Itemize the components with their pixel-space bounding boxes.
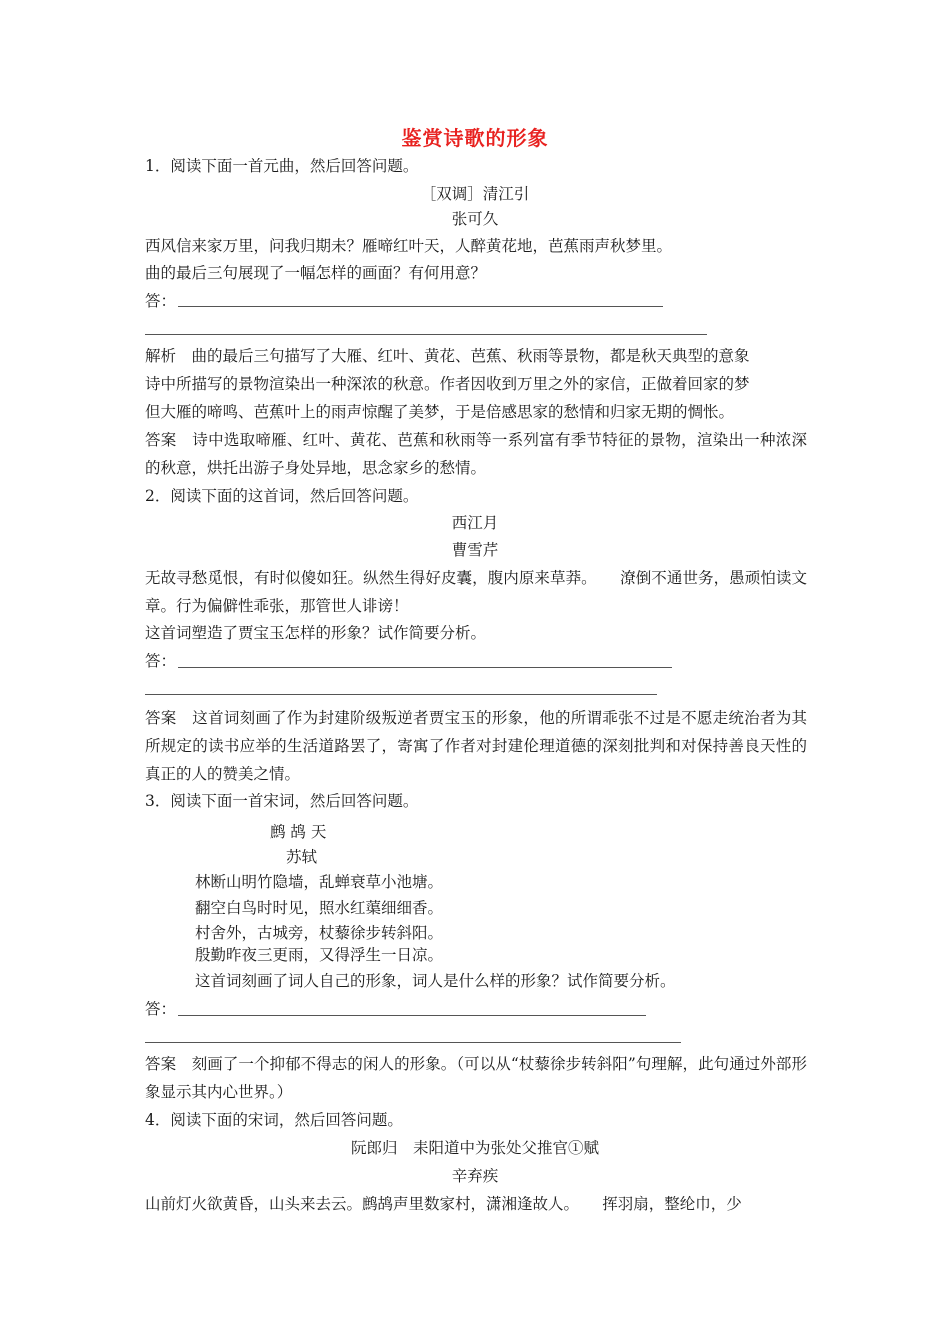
q1-poem-author: 张可久 — [451, 210, 499, 228]
q2-answer-line — [178, 667, 672, 668]
q2-poem-title: 西江月 — [451, 514, 499, 532]
q3-poem-author: 苏轼 — [286, 848, 318, 866]
q3-poem-line-4: 殷勤昨夜三更雨，又得浮生一日凉。 — [195, 946, 444, 964]
q1-analysis-line-2: 诗中所描写的景物渲染出一种深浓的秋意。作者因收到万里之外的家信，正做着回家的梦 — [145, 375, 750, 393]
q2-prompt: 2．阅读下面的这首词，然后回答问题。 — [145, 487, 419, 505]
q2-answer-line-2 — [145, 694, 657, 695]
q3-poem-title: 鹧 鸪 天 — [270, 823, 327, 841]
q1-prompt: 1．阅读下面一首元曲，然后回答问题。 — [145, 157, 419, 175]
q2-question: 这首词塑造了贾宝玉怎样的形象？试作简要分析。 — [145, 624, 487, 642]
q1-poem-title: ［双调］清江引 — [420, 185, 530, 203]
q1-poem-text: 西风信来家万里，问我归期未？雁啼红叶天，人醉黄花地，芭蕉雨声秋梦里。 — [145, 237, 673, 255]
q4-poem-text: 山前灯火欲黄昏，山头来去云。鹧鸪声里数家村，潇湘逢故人。 挥羽扇，整纶巾，少 — [145, 1195, 742, 1213]
q1-answer-line — [178, 306, 663, 307]
q1-answer-label: 答： — [145, 292, 177, 310]
q2-poem-text: 无故寻愁觅恨，有时似傻如狂。纵然生得好皮囊，腹内原来草莽。 潦倒不通世务，愚顽怕读文章。行为偏僻性乖张，那管世人诽谤！ — [145, 569, 807, 615]
q1-analysis-line-1: 解析 曲的最后三句描写了大雁、红叶、黄花、芭蕉、秋雨等景物，都是秋天典型的意象 — [145, 347, 750, 365]
q4-poem-author: 辛弃疾 — [451, 1167, 499, 1185]
q3-answer-line-2 — [145, 1042, 681, 1043]
q3-answer-label: 答： — [145, 1000, 177, 1018]
q2-poem-author: 曹雪芹 — [451, 541, 499, 559]
q4-prompt: 4．阅读下面的宋词，然后回答问题。 — [145, 1111, 403, 1129]
q1-question: 曲的最后三句展现了一幅怎样的画面？有何用意？ — [145, 264, 487, 282]
q3-question: 这首词刻画了词人自己的形象，词人是什么样的形象？试作简要分析。 — [195, 972, 676, 990]
q1-analysis-line-3: 但大雁的啼鸣、芭蕉叶上的雨声惊醒了美梦，于是倍感思家的愁情和归家无期的惆怅。 — [145, 403, 735, 421]
q3-poem-line-1: 林断山明竹隐墙，乱蝉衰草小池塘。 — [195, 873, 444, 891]
q2-answer-label: 答： — [145, 652, 177, 670]
q1-answer-line-2 — [145, 334, 707, 335]
q3-poem-line-2: 翻空白鸟时时见，照水红蕖细细香。 — [195, 899, 444, 917]
q4-poem-title: 阮郎归 耒阳道中为张处父推官①赋 — [350, 1139, 599, 1157]
q3-prompt: 3．阅读下面一首宋词，然后回答问题。 — [145, 792, 419, 810]
q3-answer-line — [178, 1015, 646, 1016]
page-title: 鉴赏诗歌的形象 — [401, 126, 549, 150]
q2-answer-text: 答案 这首词刻画了作为封建阶级叛逆者贾宝玉的形象，他的所谓乖张不过是不愿走统治者为其所规定的读书应举的生活道路罢了，寄寓了作者对封建伦理道德的深刻批判和对保持善良天性的真正的人的赞美之情。 — [145, 709, 807, 783]
q3-poem-line-3: 村舍外，古城旁，杖藜徐步转斜阳。 — [195, 924, 444, 942]
q1-answer-text: 答案 诗中选取啼雁、红叶、黄花、芭蕉和秋雨等一系列富有季节特征的景物，渲染出一种浓深的秋意，烘托出游子身处异地，思念家乡的愁情。 — [145, 431, 807, 477]
q3-answer-text: 答案 刻画了一个抑郁不得志的闲人的形象。（可以从“杖藜徐步转斜阳”句理解，此句通过外部形象显示其内心世界。） — [145, 1055, 807, 1101]
